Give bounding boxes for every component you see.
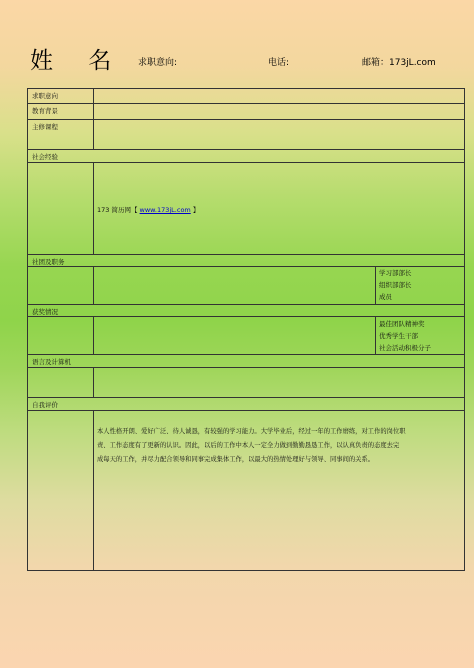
column-divider	[93, 163, 94, 254]
award-item: 优秀学生干部	[379, 332, 418, 340]
label-awards: 获奖情况	[32, 308, 58, 316]
resume-table	[27, 88, 465, 571]
row-awards-content	[27, 317, 465, 355]
resume-header	[0, 0, 474, 85]
row-clubs-header	[27, 255, 465, 267]
award-item: 最佳团队精神奖	[379, 320, 425, 328]
self-eval-line: 成每天的工作，并尽力配合领导和同事完成集体工作，以最大的热情处理好与领导、同事间的关系。	[97, 456, 375, 463]
self-eval-line: 本人性格开朗、爱好广泛、待人诚恳，有较强的学习能力。大学毕业后，经过一年的工作磨练，对工作的岗位职	[97, 428, 406, 435]
row-intent	[27, 88, 465, 104]
row-courses	[27, 120, 465, 150]
row-social-content	[27, 163, 465, 255]
club-item: 成员	[379, 293, 392, 301]
row-self-eval-content	[27, 411, 465, 571]
self-eval-line: 责、工作态度有了更新的认识。因此，以后的工作中本人一定全力做到勤勤恳恳工作，以认真负责的态度去完	[97, 442, 400, 449]
row-clubs-content	[27, 267, 465, 305]
column-divider	[93, 411, 94, 570]
row-self-eval-header	[27, 398, 465, 411]
label-courses: 主修课程	[32, 123, 58, 131]
label-skills: 语言及计算机	[32, 358, 71, 366]
label-education: 教育背景	[32, 107, 58, 115]
column-divider-right	[375, 317, 376, 354]
social-text	[97, 203, 199, 217]
column-divider	[93, 368, 94, 397]
phone-label: 电话:	[268, 58, 290, 68]
label-social-experience: 社会经验	[32, 153, 58, 161]
intent-label: 求职意向:	[138, 58, 178, 68]
column-divider	[93, 267, 94, 304]
social-suffix: 】	[190, 206, 200, 214]
label-intent: 求职意向	[32, 92, 58, 100]
social-prefix: 173 简历网【	[97, 206, 140, 214]
column-divider	[93, 317, 94, 354]
site-link[interactable]: www.173jL.com	[139, 206, 191, 214]
column-divider	[93, 120, 94, 149]
self-eval-text	[97, 425, 463, 467]
row-skills-content	[27, 368, 465, 398]
label-clubs: 社团及职务	[32, 258, 65, 266]
club-item: 学习部部长	[379, 269, 412, 277]
row-skills-header	[27, 355, 465, 368]
row-social-header	[27, 150, 465, 163]
row-education	[27, 104, 465, 120]
column-divider-right	[375, 267, 376, 304]
label-self-eval: 自我评价	[32, 401, 58, 409]
award-item: 社会活动积极分子	[379, 344, 431, 352]
name-title: 姓 名	[30, 48, 126, 74]
column-divider	[93, 104, 94, 119]
row-awards-header	[27, 305, 465, 317]
column-divider	[93, 89, 94, 103]
email-label: 邮箱：173jL.com	[362, 58, 436, 68]
club-item: 组织部部长	[379, 281, 412, 289]
